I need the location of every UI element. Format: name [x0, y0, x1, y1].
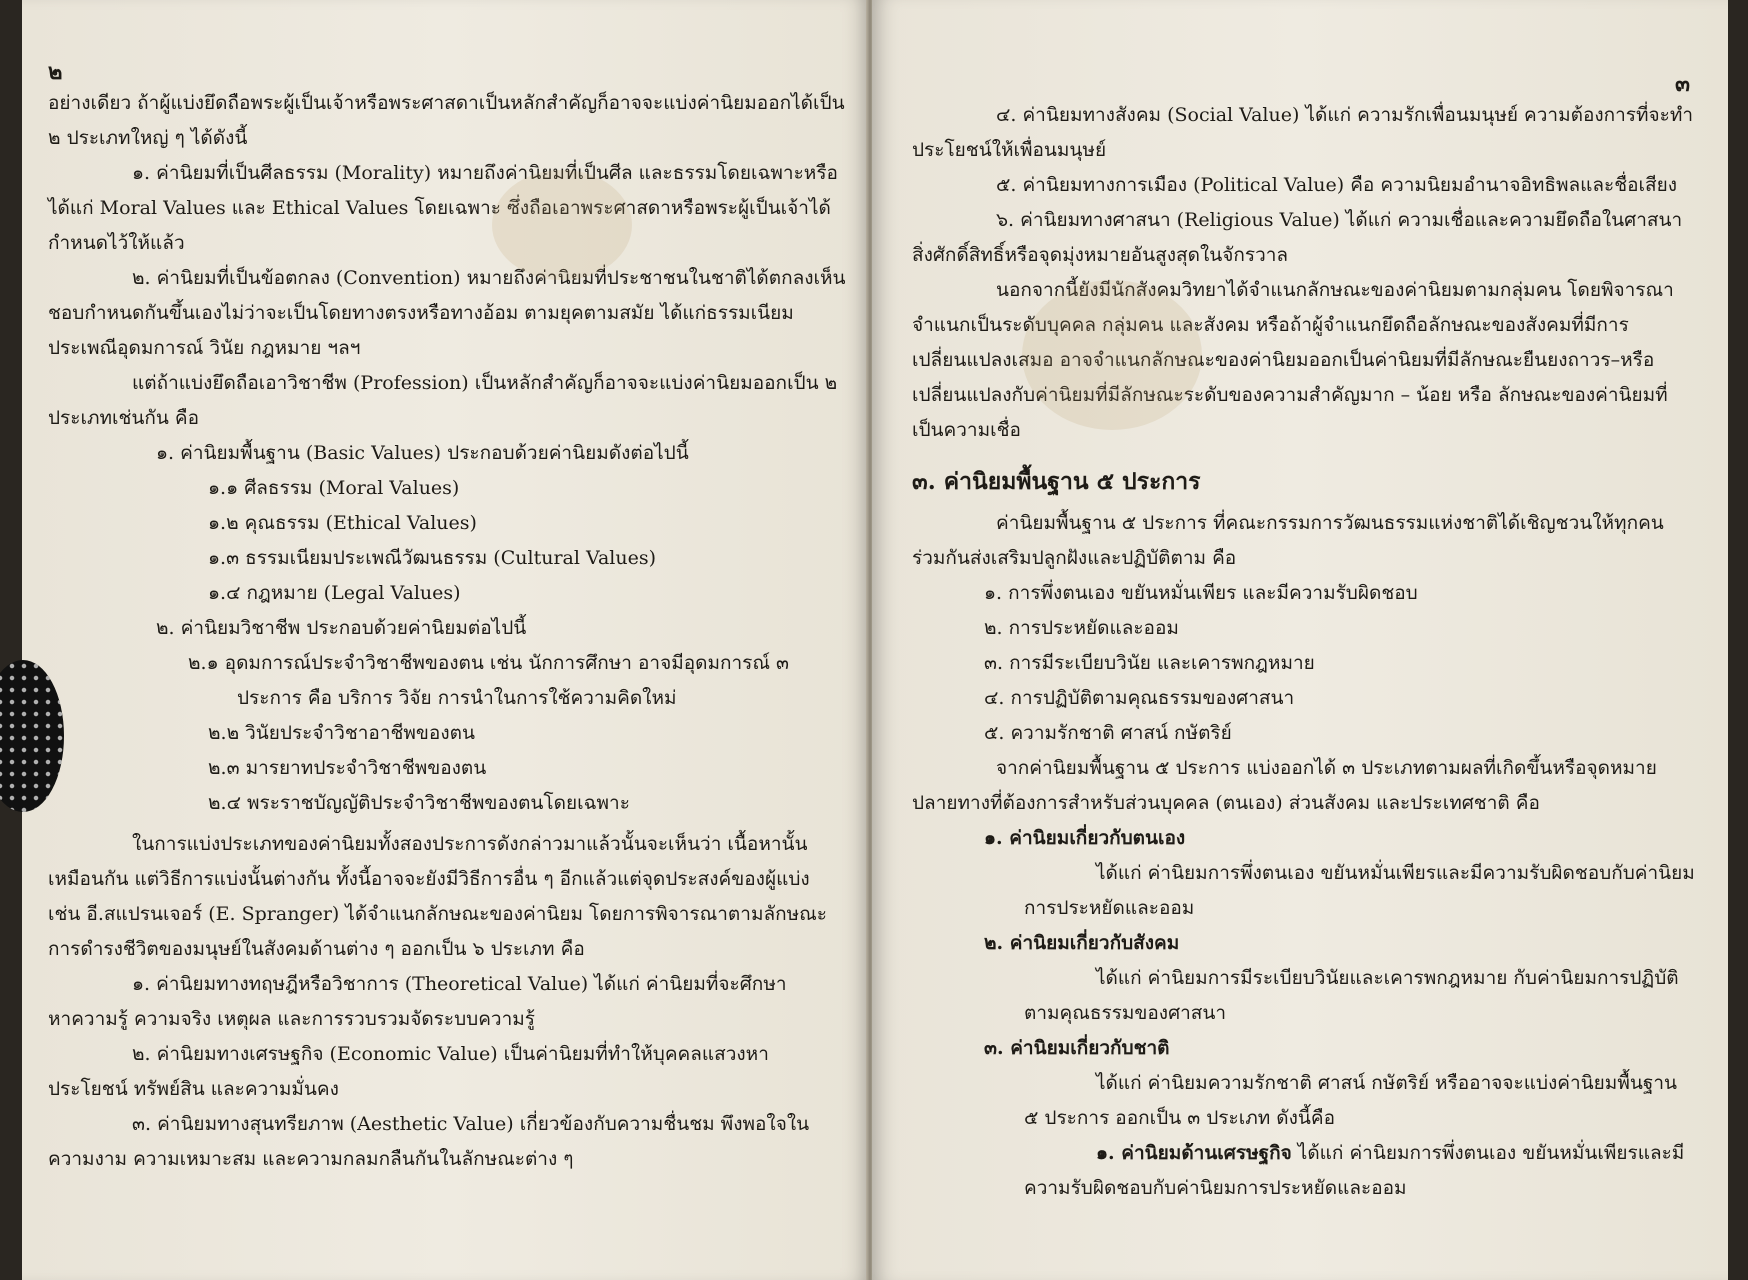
- paragraph: [912, 1136, 1696, 1206]
- subsection-heading: ๒. ค่านิยมเกี่ยวกับสังคม: [984, 932, 1180, 954]
- inline-heading: ๑. ค่านิยมด้านเศรษฐกิจ: [1096, 1142, 1292, 1164]
- paragraph: จากค่านิยมพื้นฐาน ๕ ประการ แบ่งออกได้ ๓ ประเภทตามผลที่เกิดขึ้นหรือจุดหมายปลายทางที่ต้องการสำหรับส่วนบุคคล (ตนเอง) ส่วนสังคม และประเทศชาติ คือ: [912, 757, 1657, 814]
- left-page: [22, 0, 870, 1280]
- paragraph: ๑. ค่านิยมที่เป็นศีลธรรม (Morality) หมายถึงค่านิยมที่เป็นศีล และธรรมโดยเฉพาะหรือได้แก่ Moral Values และ Ethical Values โดยเฉพาะ ซึ่งถือเอาพระศาสดาหรือพระผู้เป็นเจ้าได้กำหนดไว้ให้แล้ว: [48, 162, 838, 254]
- list-heading: ๒. ค่านิยมวิชาชีพ ประกอบด้วยค่านิยมต่อไปนี้: [156, 617, 527, 639]
- list-item: ๒.๒ วินัยประจำวิชาอาชีพของตน: [208, 722, 475, 744]
- paragraph: ได้แก่ ค่านิยมการมีระเบียบวินัยและเคารพกฎหมาย กับค่านิยมการปฏิบัติตามคุณธรรมของศาสนา: [1024, 967, 1679, 1024]
- right-page: [872, 0, 1728, 1280]
- binder-clip: [0, 660, 64, 812]
- paragraph: ๒. ค่านิยมที่เป็นข้อตกลง (Convention) หมายถึงค่านิยมที่ประชาชนในชาติได้ตกลงเห็นชอบกำหนดกันขึ้นเองไม่ว่าจะเป็นโดยทางตรงหรือทางอ้อม ตามยุคตามสมัย ได้แก่ธรรมเนียมประเพณีอุดมการณ์ วินัย กฎหมาย ฯลฯ: [48, 267, 846, 359]
- list-item: ๑.๑ ศีลธรรม (Moral Values): [208, 477, 460, 499]
- subsection-heading: ๑. ค่านิยมเกี่ยวกับตนเอง: [984, 827, 1186, 849]
- paragraph: ๑. ค่านิยมทางทฤษฎีหรือวิชาการ (Theoretical Value) ได้แก่ ค่านิยมที่จะศึกษาหาความรู้ ความจริง เหตุผล และการรวบรวมจัดระบบความรู้: [48, 973, 787, 1030]
- list-item: ๒. การประหยัดและออม: [984, 617, 1179, 639]
- paragraph: แต่ถ้าแบ่งยึดถือเอาวิชาชีพ (Profession) เป็นหลักสำคัญก็อาจจะแบ่งค่านิยมออกเป็น ๒ ประเภทเช่นกัน คือ: [48, 372, 838, 429]
- list-item: ๒.๓ มารยาทประจำวิชาชีพของตน: [208, 757, 487, 779]
- list-heading: ๑. ค่านิยมพื้นฐาน (Basic Values) ประกอบด้วยค่านิยมดังต่อไปนี้: [156, 442, 689, 464]
- list-item: ๔. การปฏิบัติตามคุณธรรมของศาสนา: [984, 687, 1295, 709]
- list-item: ๕. ความรักชาติ ศาสน์ กษัตริย์: [984, 722, 1232, 744]
- list-item: ๑.๔ กฎหมาย (Legal Values): [208, 582, 461, 604]
- subsection-heading: ๓. ค่านิยมเกี่ยวกับชาติ: [984, 1037, 1170, 1059]
- list-item: ๑.๓ ธรรมเนียมประเพณีวัฒนธรรม (Cultural Values): [208, 547, 656, 569]
- paragraph: ๔. ค่านิยมทางสังคม (Social Value) ได้แก่ ความรักเพื่อนมนุษย์ ความต้องการที่จะทำประโยชน์ให้เพื่อนมนุษย์: [912, 104, 1694, 161]
- inline-text: ได้แก่ ค่านิยมการพึ่งตนเอง ขยันหมั่นเพียรและมีความรับผิดชอบกับค่านิยมการประหยัดและออม: [1024, 1142, 1685, 1199]
- paragraph: ได้แก่ ค่านิยมความรักชาติ ศาสน์ กษัตริย์ หรืออาจจะแบ่งค่านิยมพื้นฐาน ๕ ประการ ออกเป็น ๓ ประเภท ดังนี้คือ: [1024, 1072, 1677, 1129]
- paragraph: ๖. ค่านิยมทางศาสนา (Religious Value) ได้แก่ ความเชื่อและความยึดถือในศาสนา สิ่งศักดิ์สิทธิ์หรือจุดมุ่งหมายอันสูงสุดในจักรวาล: [912, 209, 1683, 266]
- left-page-text: [48, 86, 848, 1177]
- paragraph: ๓. ค่านิยมทางสุนทรียภาพ (Aesthetic Value) เกี่ยวข้องกับความชื่นชม พึงพอใจในความงาม ความเหมาะสม และความกลมกลืนกันในลักษณะต่าง ๆ: [48, 1113, 810, 1170]
- list-item: ๑. การพึ่งตนเอง ขยันหมั่นเพียร และมีความรับผิดชอบ: [984, 582, 1418, 604]
- section-heading: ๓. ค่านิยมพื้นฐาน ๕ ประการ: [912, 468, 1201, 495]
- paragraph: ได้แก่ ค่านิยมการพึ่งตนเอง ขยันหมั่นเพียรและมีความรับผิดชอบกับค่านิยมการประหยัดและออม: [1024, 862, 1695, 919]
- list-item: ๒.๔ พระราชบัญญัติประจำวิชาชีพของตนโดยเฉพาะ: [208, 792, 630, 814]
- paragraph: ๒. ค่านิยมทางเศรษฐกิจ (Economic Value) เป็นค่านิยมที่ทำให้บุคคลแสวงหาประโยชน์ ทรัพย์สิน และความมั่นคง: [48, 1043, 769, 1100]
- page-number: ๓: [1674, 71, 1690, 97]
- paragraph: ค่านิยมพื้นฐาน ๕ ประการ ที่คณะกรรมการวัฒนธรรมแห่งชาติได้เชิญชวนให้ทุกคนร่วมกันส่งเสริมปลูกฝังและปฏิบัติตาม คือ: [912, 512, 1664, 569]
- page-number: ๒: [48, 59, 63, 85]
- paragraph: อย่างเดียว ถ้าผู้แบ่งยึดถือพระผู้เป็นเจ้าหรือพระศาสดาเป็นหลักสำคัญก็อาจจะแบ่งค่านิยมออกได้เป็น ๒ ประเภทใหญ่ ๆ ได้ดังนี้: [48, 92, 845, 149]
- list-item: ๑.๒ คุณธรรม (Ethical Values): [208, 512, 477, 534]
- list-item: ๒.๑ อุดมการณ์ประจำวิชาชีพของตน เช่น นักการศึกษา อาจมีอุดมการณ์ ๓ ประการ คือ บริการ วิจัย การนำในการใช้ความคิดใหม่: [188, 652, 790, 709]
- list-item: ๓. การมีระเบียบวินัย และเคารพกฎหมาย: [984, 652, 1315, 674]
- paragraph: ๕. ค่านิยมทางการเมือง (Political Value) คือ ความนิยมอำนาจอิทธิพลและชื่อเสียง: [996, 174, 1678, 196]
- paragraph: ในการแบ่งประเภทของค่านิยมทั้งสองประการดังกล่าวมาแล้วนั้นจะเห็นว่า เนื้อหานั้นเหมือนกัน แต่วิธีการแบ่งนั้นต่างกัน ทั้งนี้อาจจะยังมีวิธีการอื่น ๆ อีกแล้วแต่จุดประสงค์ของผู้แบ่ง เช่น อี.สแปรนเจอร์ (E. Spranger) ได้จำแนกลักษณะของค่านิยม โดยการพิจารณาตามลักษณะการดำรงชีวิตของมนุษย์ในสังคมด้านต่าง ๆ ออกเป็น ๖ ประเภท คือ: [48, 833, 827, 960]
- right-page-text: [912, 98, 1696, 1206]
- paragraph: นอกจากนี้ยังมีนักสังคมวิทยาได้จำแนกลักษณะของค่านิยมตามกลุ่มคน โดยพิจารณาจำแนกเป็นระดับบุคคล กลุ่มคน และสังคม หรือถ้าผู้จำแนกยึดถือลักษณะของสังคมที่มีการเปลี่ยนแปลงเสมอ อาจจำแนกลักษณะของค่านิยมออกเป็นค่านิยมที่มีลักษณะยืนยงถาวร–หรือเปลี่ยนแปลงกับค่านิยมที่มีลักษณะระดับของความสำคัญมาก – น้อย หรือ ลักษณะของค่านิยมที่เป็นความเชื่อ: [912, 279, 1674, 441]
